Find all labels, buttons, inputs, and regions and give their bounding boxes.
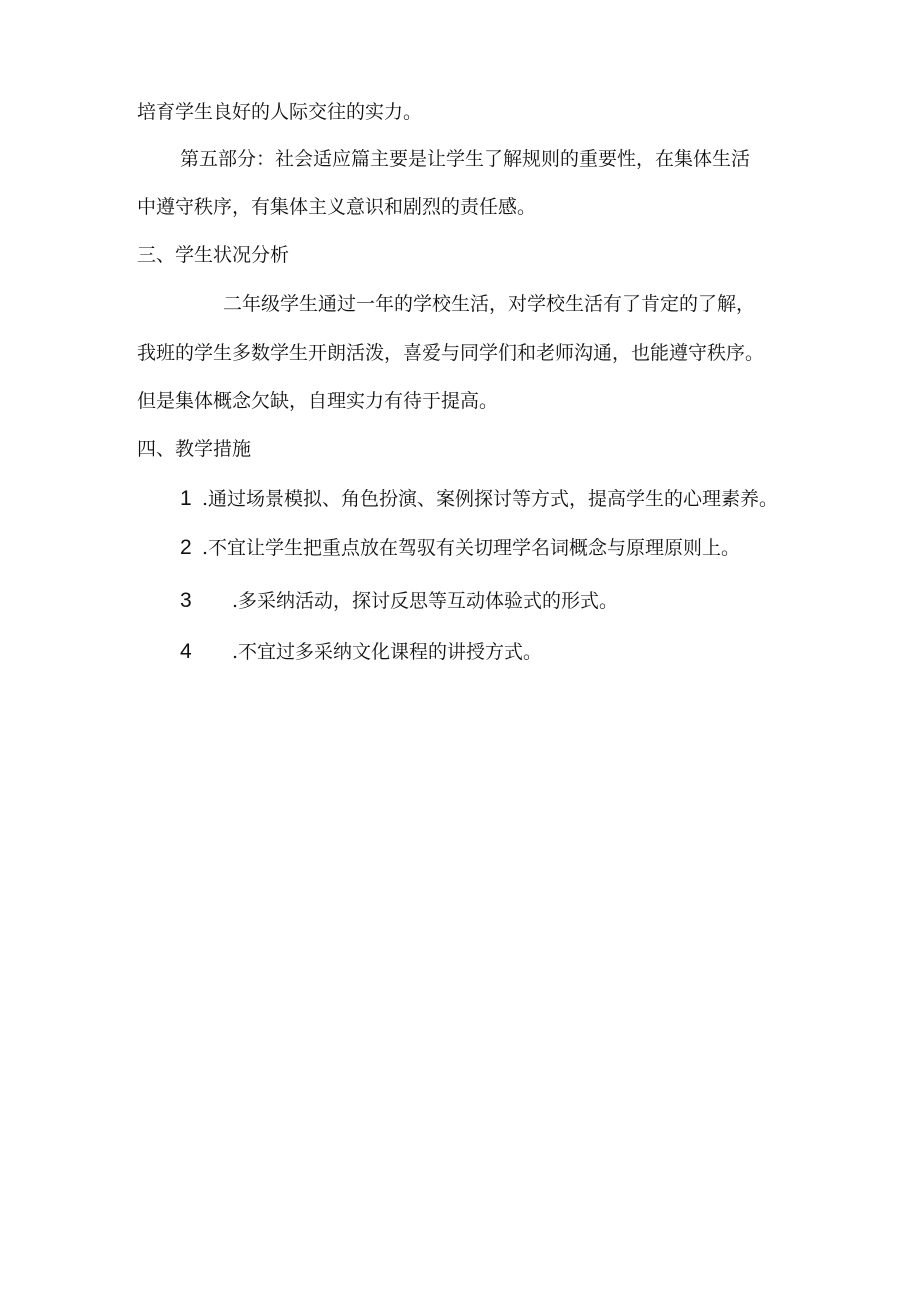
paragraph-line: 培育学生良好的人际交往的实力。: [137, 101, 423, 123]
measure-item: [180, 536, 740, 560]
paragraph-line: 二年级学生通过一年的学校生活，对学校生活有了肯定的了解，: [223, 293, 756, 315]
measure-number: 4: [180, 640, 192, 663]
measure-text: .通过场景模拟、角色扮演、案例探讨等方式，提高学生的心理素养。: [202, 488, 779, 510]
paragraph-line: 但是集体概念欠缺，自理实力有待于提高。: [137, 390, 499, 412]
measure-number: 2: [180, 536, 192, 559]
measure-number: 1: [180, 487, 192, 510]
measure-text: .不宜让学生把重点放在驾驭有关切理学名词概念与原理原则上。: [202, 537, 741, 559]
measure-item: [180, 589, 618, 613]
measure-text: .不宜过多采纳文化课程的讲授方式。: [232, 641, 543, 663]
measure-number: 3: [180, 589, 192, 612]
measure-item: [180, 487, 778, 511]
paragraph-line: 第五部分：社会适应篇主要是让学生了解规则的重要性，在集体生活: [180, 148, 751, 170]
measure-text: .多采纳活动，探讨反思等互动体验式的形式。: [232, 590, 619, 612]
measure-item: [180, 640, 542, 664]
section-heading: 三、学生状况分析: [137, 244, 290, 266]
section-heading: 四、教学措施: [137, 438, 252, 460]
paragraph-line: 我班的学生多数学生开朗活泼，喜爱与同学们和老师沟通，也能遵守秩序。: [137, 342, 765, 364]
paragraph-line: 中遵守秩序，有集体主义意识和剧烈的责任感。: [137, 196, 537, 218]
